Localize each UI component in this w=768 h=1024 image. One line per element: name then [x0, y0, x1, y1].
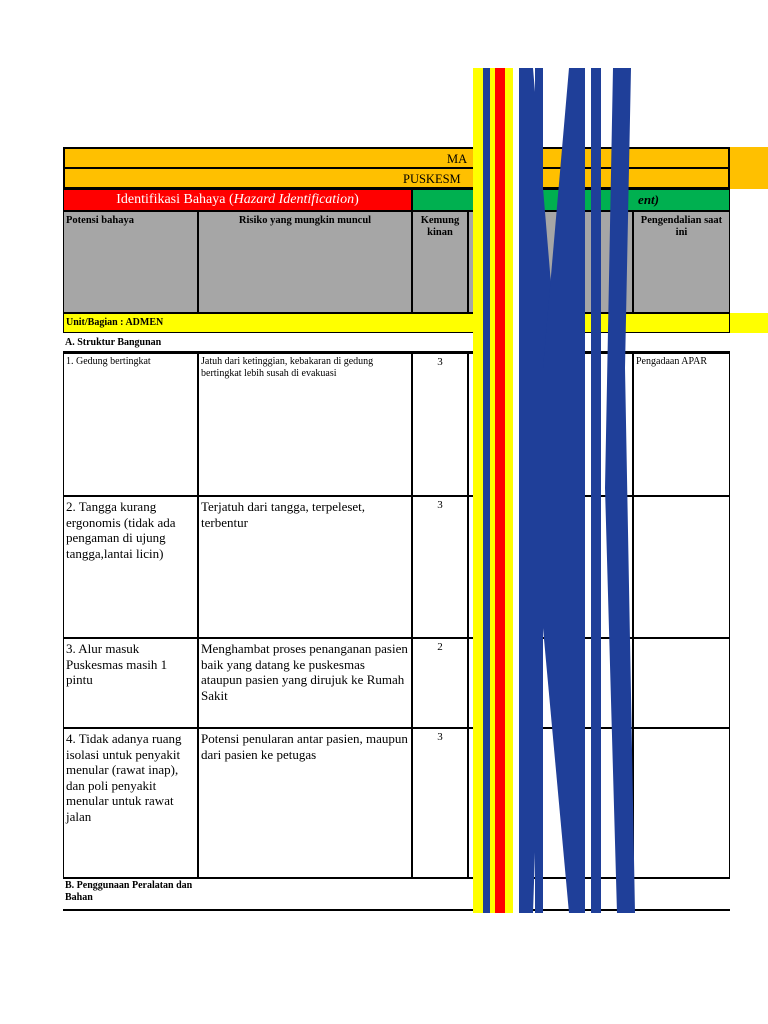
artifact-yellow-strip-3: [505, 68, 513, 913]
title-row-2: PUSKESM: [403, 172, 461, 186]
row-1-nilai: 3: [412, 353, 468, 496]
col-header-risiko: Risiko yang mungkin muncul: [198, 211, 412, 313]
row-4-nilai: 3: [412, 728, 468, 878]
assessment-header-partial: ent): [638, 192, 659, 207]
artifact-yellow-strip: [473, 68, 483, 913]
row-4-pengendalian: [633, 728, 730, 878]
row-3-potensi: 3. Alur masuk Puskesmas masih 1 pintu: [63, 638, 198, 728]
unit-label: Unit/Bagian : ADMEN: [63, 313, 730, 333]
hazard-identification-header: [63, 189, 412, 211]
hazard-header-text: Identifikasi Bahaya (: [116, 192, 234, 207]
col-header-pengendalian: Pengendalian saat ini: [633, 211, 730, 313]
row-4-risiko: Potensi penularan antar pasien, maupun dari pasien ke petugas: [198, 728, 412, 878]
row-1-pengendalian: Pengadaan APAR: [633, 353, 730, 496]
section-a-label: A. Struktur Bangunan: [65, 337, 162, 348]
orange-band-extension: [730, 147, 768, 189]
row-1-risiko: Jatuh dari ketinggian, kebakaran di gedung bertingkat lebih susah di evakuasi: [198, 353, 412, 496]
yellow-band-extension: [730, 313, 768, 333]
col-header-kemungkinan: Kemung kinan: [412, 211, 468, 313]
row-2-potensi: 2. Tangga kurang ergonomis (tidak ada pengaman di ujung tangga,lantai licin): [63, 496, 198, 638]
artifact-blue-strip-4: [591, 68, 601, 913]
artifact-blue-strip-3: [569, 68, 585, 913]
row-1-potensi: 1. Gedung bertingkat: [63, 353, 198, 496]
hazard-header-italic: Hazard Identification: [233, 192, 355, 207]
artifact-blue-wedge-2: [605, 68, 635, 913]
hazard-header-close: ): [354, 192, 359, 207]
row-2-pengendalian: [633, 496, 730, 638]
artifact-blue-wedge-3: [543, 68, 569, 913]
artifact-blue-strip-2: [535, 68, 543, 913]
row-4-potensi: 4. Tidak adanya ruang isolasi untuk penyakit menular (rawat inap), dan poli penyakit menular untuk rawat jalan: [63, 728, 198, 878]
col-header-potensi: Potensi bahaya: [63, 211, 198, 313]
artifact-yellow-strip-2: [490, 68, 495, 913]
title-row-1: MA: [447, 152, 468, 166]
section-b-label: B. Penggunaan Peralatan dan Bahan: [65, 880, 193, 903]
render-artifact-overlay: [473, 68, 635, 913]
artifact-white-strip: [513, 68, 519, 913]
row-3-pengendalian: [633, 638, 730, 728]
artifact-blue-strip-1: [483, 68, 490, 913]
row-2-risiko: Terjatuh dari tangga, terpeleset, terbentur: [198, 496, 412, 638]
artifact-red-strip: [495, 68, 505, 913]
row-3-risiko: Menghambat proses penanganan pasien baik yang datang ke puskesmas ataupun pasien yang dirujuk ke Rumah Sakit: [198, 638, 412, 728]
row-2-nilai: 3: [412, 496, 468, 638]
row-3-nilai: 2: [412, 638, 468, 728]
